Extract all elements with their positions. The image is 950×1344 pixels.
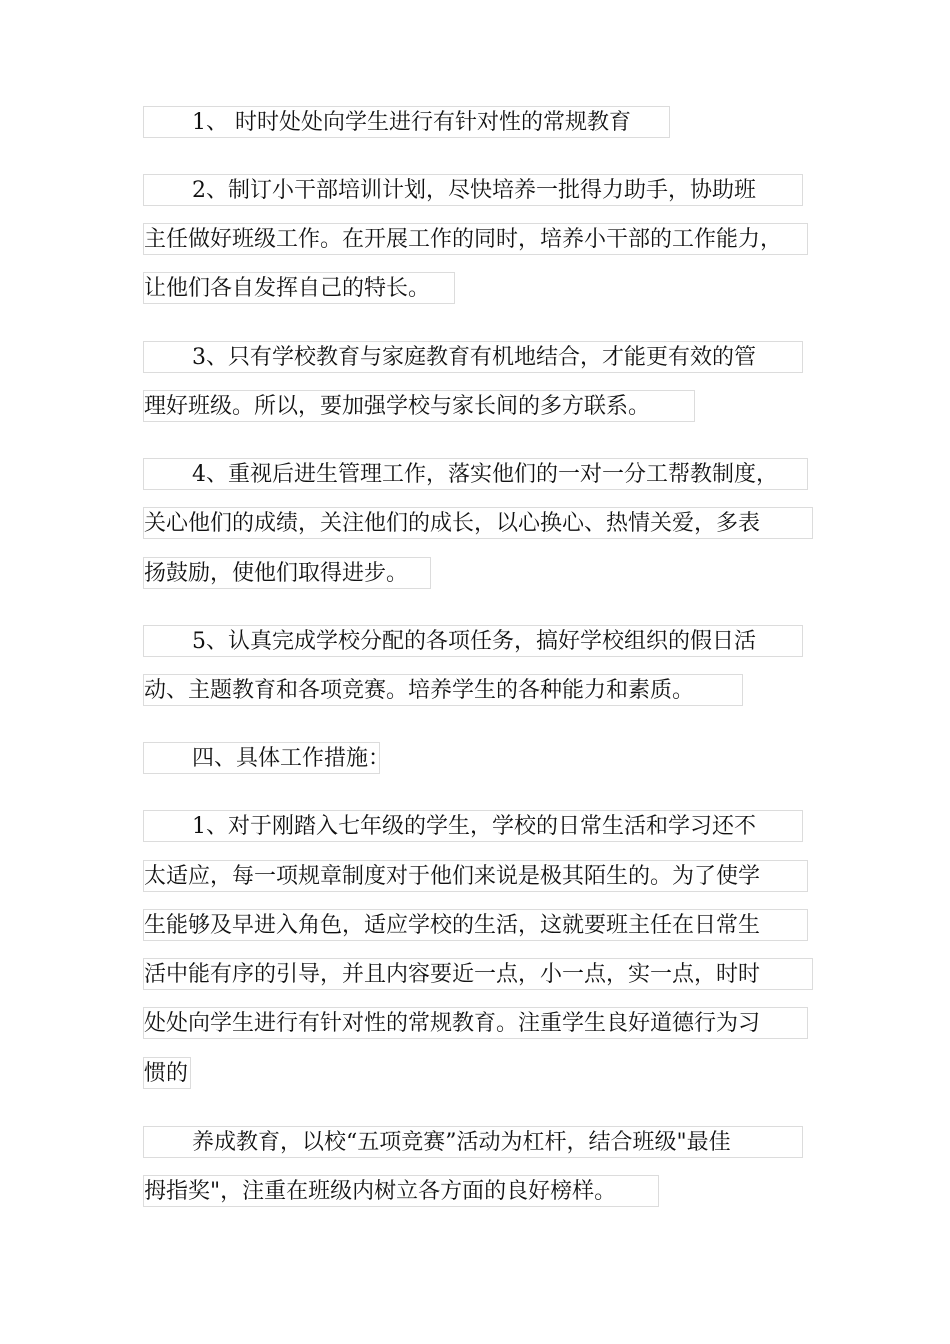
text-line: 太适应，每一项规章制度对于他们来说是极其陌生的。为了使学 [143,860,808,892]
text-line: 惯的 [143,1057,191,1089]
text-line: 关心他们的成绩，关注他们的成长，以心换心、热情关爱，多表 [143,507,813,539]
text-line: 4、重视后进生管理工作，落实他们的一对一分工帮教制度， [143,458,808,490]
text-line: 5、认真完成学校分配的各项任务，搞好学校组织的假日活 [143,625,803,657]
text-line: 让他们各自发挥自己的特长。 [143,272,455,304]
text-line: 动、主题教育和各项竞赛。培养学生的各种能力和素质。 [143,674,743,706]
text-line: 生能够及早进入角色，适应学校的生活，这就要班主任在日常生 [143,909,808,941]
text-line: 2、制订小干部培训计划，尽快培养一批得力助手，协助班 [143,174,803,206]
text-line: 养成教育，以校“五项竞赛”活动为杠杆，结合班级"最佳 [143,1126,803,1158]
text-line: 处处向学生进行有针对性的常规教育。注重学生良好道德行为习 [143,1007,808,1039]
text-line: 主任做好班级工作。在开展工作的同时，培养小干部的工作能力， [143,223,808,255]
text-line: 活中能有序的引导，并且内容要近一点，小一点，实一点，时时 [143,958,813,990]
heading-line: 四、具体工作措施： [143,742,380,774]
text-line: 3、只有学校教育与家庭教育有机地结合，才能更有效的管 [143,341,803,373]
text-line: 拇指奖"，注重在班级内树立各方面的良好榜样。 [143,1175,659,1207]
text-line: 1、 时时处处向学生进行有针对性的常规教育 [143,106,670,138]
text-line: 理好班级。所以，要加强学校与家长间的多方联系。 [143,390,695,422]
text-line: 扬鼓励，使他们取得进步。 [143,557,431,589]
text-line: 1、对于刚踏入七年级的学生，学校的日常生活和学习还不 [143,810,803,842]
